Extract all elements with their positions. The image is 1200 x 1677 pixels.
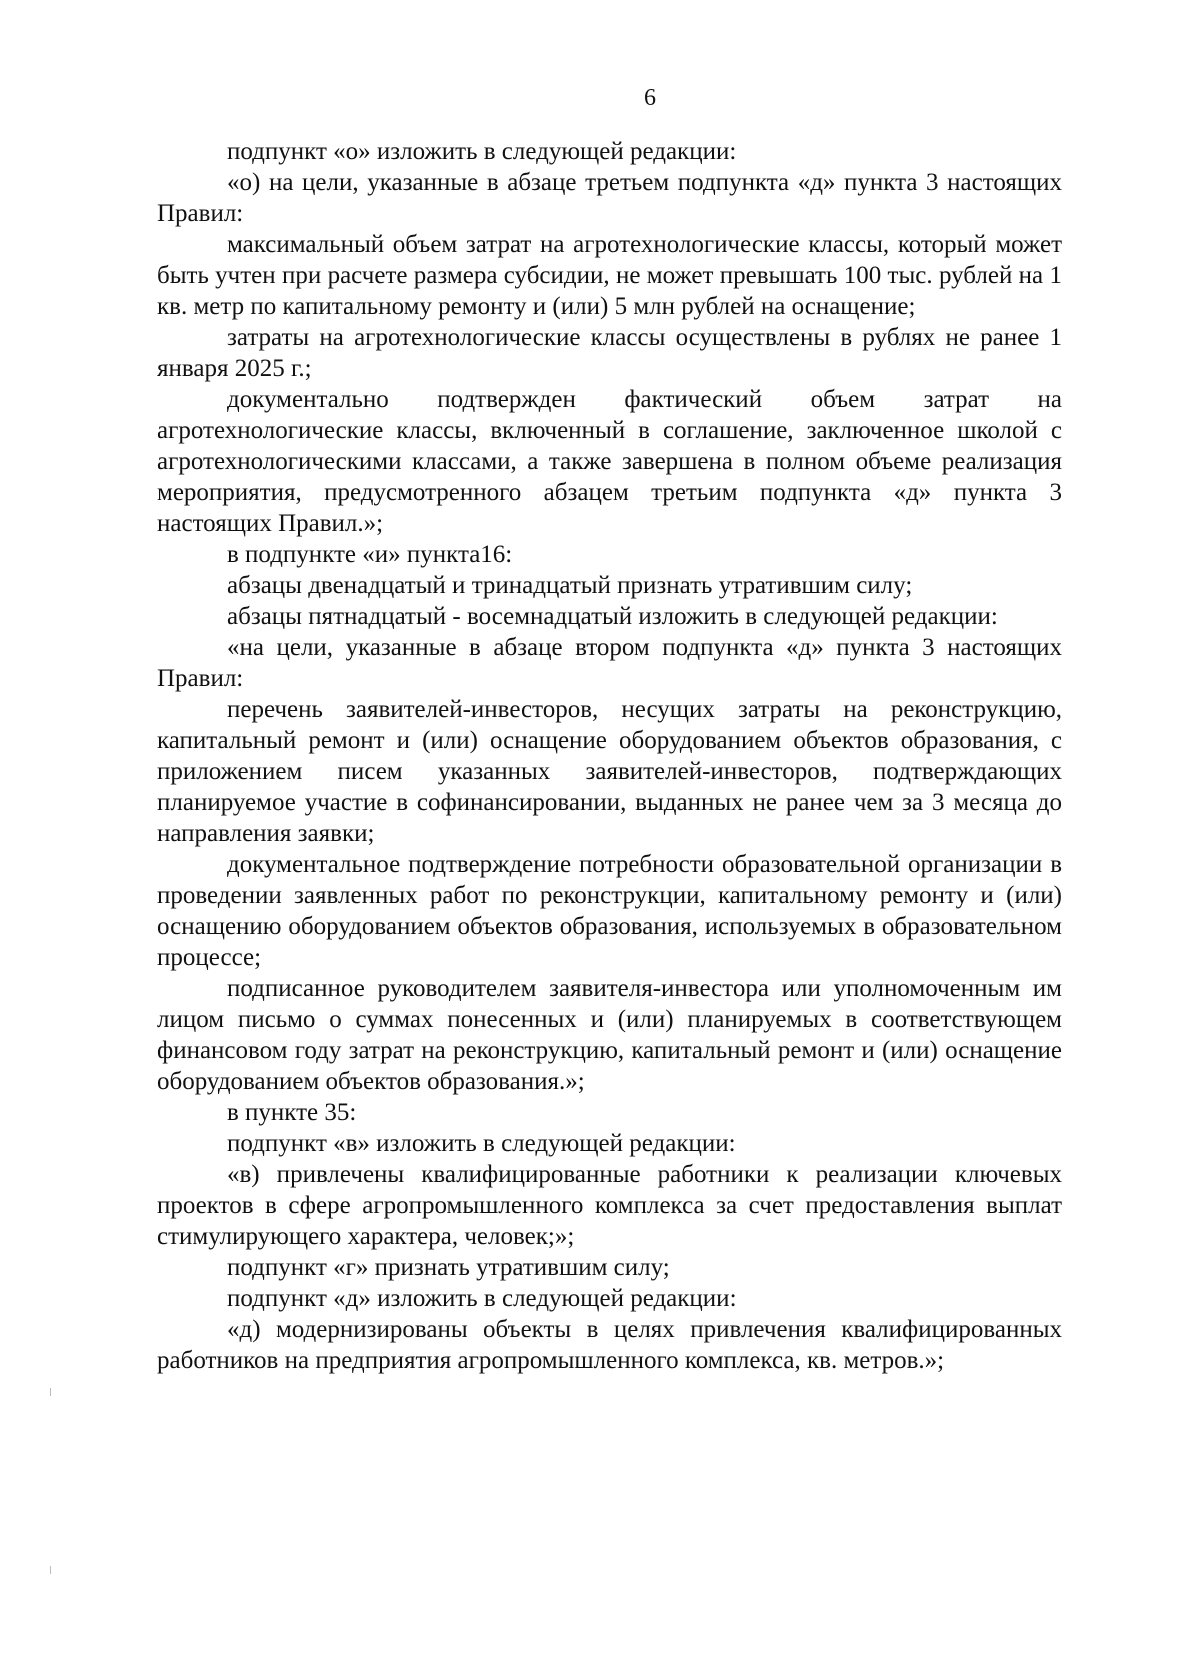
paragraph: подпункт «г» признать утратившим силу; <box>227 1254 670 1281</box>
paragraph: подпункт «д» изложить в следующей редакции: <box>227 1285 737 1312</box>
paragraph: максимальный объем затрат на агротехнологические классы, который может быть учтен при расчете размера субсидии, не может превышать 100 тыс. рублей на 1 кв. метр по капитальному ремонту и (или) 5 млн рублей на оснащение; <box>157 231 1062 320</box>
paragraph: перечень заявителей-инвесторов, несущих затраты на реконструкцию, капитальный ремонт и (или) оснащение оборудованием объектов образования, с приложением писем указанных заявителей-инвесторов, подтверждающих планируемое участие в софинансировании, выданных не ранее чем за 3 месяца до направления заявки; <box>157 696 1062 847</box>
paragraph: «о) на цели, указанные в абзаце третьем подпункта «д» пункта 3 настоящих Правил: <box>157 169 1062 227</box>
document-body <box>157 136 1062 1376</box>
paragraph: подписанное руководителем заявителя-инвестора или уполномоченным им лицом письмо о суммах понесенных и (или) планируемых в соответствующем финансовом году затрат на реконструкцию, капитальный ремонт и (или) оснащение оборудованием объектов образования.»; <box>157 975 1062 1095</box>
paragraph: подпункт «о» изложить в следующей редакции: <box>227 138 737 165</box>
paragraph: «в) привлечены квалифицированные работники к реализации ключевых проектов в сфере агропромышленного комплекса за счет предоставления выплат стимулирующего характера, человек;»; <box>157 1161 1062 1250</box>
paragraph: абзацы пятнадцатый - восемнадцатый изложить в следующей редакции: <box>227 603 998 630</box>
scan-speck <box>50 1566 51 1574</box>
paragraph: в пункте 35: <box>227 1099 357 1126</box>
paragraph: «д) модернизированы объекты в целях привлечения квалифицированных работников на предприятия агропромышленного комплекса, кв. метров.»; <box>157 1316 1062 1374</box>
paragraph: документально подтвержден фактический объем затрат на агротехнологические классы, включенный в соглашение, заключенное школой с агротехнологическими классами, а также завершена в полном объеме реализация мероприятия, предусмотренного абзацем третьим подпункта «д» пункта 3 настоящих Правил.»; <box>157 386 1062 537</box>
paragraph: затраты на агротехнологические классы осуществлены в рублях не ранее 1 января 2025 г.; <box>157 324 1062 382</box>
paragraph: в подпункте «и» пункта16: <box>227 541 513 568</box>
paragraph: абзацы двенадцатый и тринадцатый признать утратившим силу; <box>227 572 913 599</box>
paragraph: подпункт «в» изложить в следующей редакции: <box>227 1130 736 1157</box>
page-number: 6 <box>644 85 656 111</box>
scan-speck <box>50 1388 51 1396</box>
paragraph: «на цели, указанные в абзаце втором подпункта «д» пункта 3 настоящих Правил: <box>157 634 1062 692</box>
paragraph: документальное подтверждение потребности образовательной организации в проведении заявленных работ по реконструкции, капитальному ремонту и (или) оснащению оборудованием объектов образования, используемых в образовательном процессе; <box>157 851 1062 971</box>
